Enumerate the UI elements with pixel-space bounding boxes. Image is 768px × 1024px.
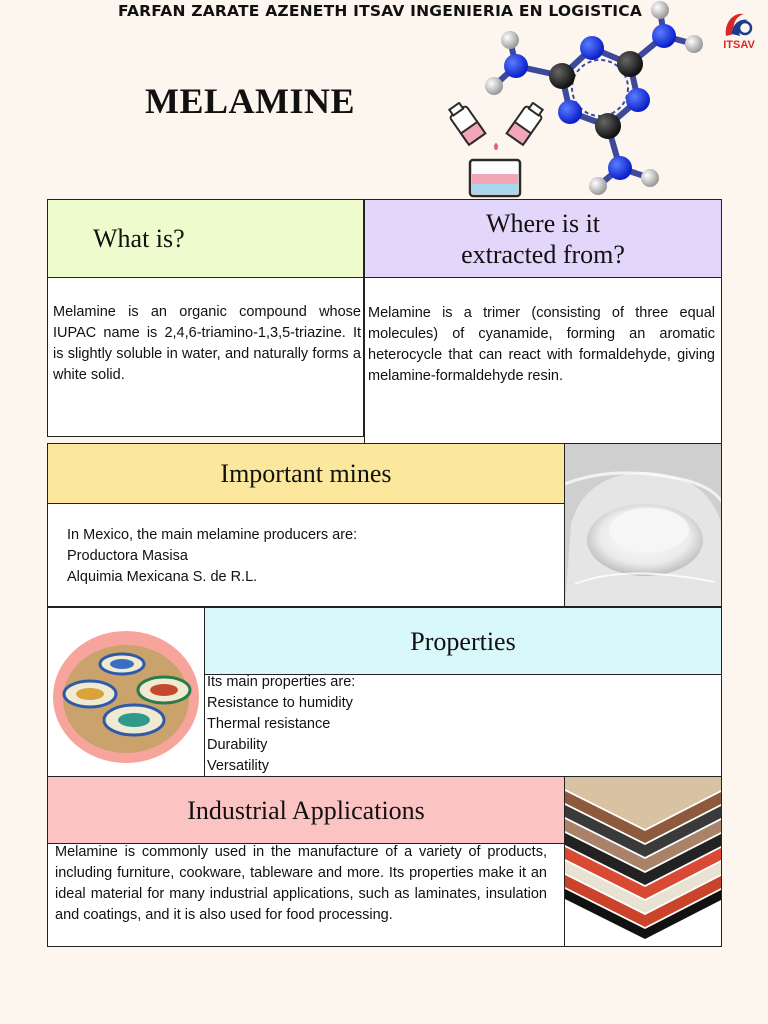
applications-heading: [47, 776, 565, 844]
what-is-body: Melamine is an organic compound whose IUPAC name is 2,4,6-triamino-1,3,5-triazine. It is slightly soluble in water, and naturally forms a white solid.: [53, 304, 361, 383]
logo-text: ITSAV: [723, 39, 755, 51]
properties-heading: [204, 607, 722, 675]
extracted-panel: [364, 277, 722, 444]
what-is-heading-text: What is?: [93, 224, 185, 253]
plates-image-panel: [47, 607, 205, 777]
extracted-heading: [364, 199, 722, 278]
properties-heading-text: Properties: [410, 626, 516, 656]
mines-heading-text: Important mines: [220, 459, 392, 488]
mines-producer-1: Productora Masisa: [67, 548, 188, 564]
powder-bag-icon: [565, 444, 722, 607]
mines-intro: In Mexico, the main melamine producers are:: [67, 527, 358, 543]
extracted-heading-line2: extracted from?: [461, 239, 625, 269]
property-item: Versatility: [207, 758, 270, 774]
properties-intro: Its main properties are:: [207, 674, 356, 690]
what-is-heading: [47, 199, 364, 278]
plates-icon: [48, 608, 204, 776]
property-item: Durability: [207, 737, 268, 753]
author-header: FARFAN ZARATE AZENETH ITSAV INGENIERIA EN LOGISTICA: [117, 2, 643, 20]
melamine-molecule: [480, 0, 710, 200]
extracted-body: Melamine is a trimer (consisting of three equal molecules) of cyanamide, forming an aromatic heterocycle that can react with formaldehyde, giving melamine-formaldehyde resin.: [368, 305, 715, 384]
molecule-icon: [480, 0, 710, 200]
extracted-heading-line1: Where is it: [485, 208, 601, 238]
property-item: Thermal resistance: [207, 716, 331, 732]
applications-heading-text: Industrial Applications: [187, 795, 425, 825]
laminate-boards-icon: [565, 777, 722, 947]
logo-icon: [718, 8, 760, 52]
applications-panel: [47, 843, 565, 947]
properties-list: [207, 672, 355, 777]
mines-heading: [47, 443, 565, 504]
mines-producer-2: Alquimia Mexicana S. de R.L.: [67, 569, 258, 585]
laminates-image: [564, 776, 722, 947]
powder-image: [564, 443, 722, 607]
property-item: Resistance to humidity: [207, 695, 353, 711]
what-is-panel: [47, 277, 364, 437]
mines-panel: [47, 503, 565, 607]
mines-list: [67, 525, 357, 588]
itsav-logo: [718, 8, 760, 52]
applications-body: Melamine is commonly used in the manufacture of a variety of products, including furniture, cookware, tableware and more. Its properties make it an ideal material for many industrial applications, such as laminates, insulation and coatings, and it is also used for food processing.: [55, 844, 547, 923]
properties-panel: [204, 674, 722, 777]
page-title: MELAMINE: [145, 81, 355, 121]
